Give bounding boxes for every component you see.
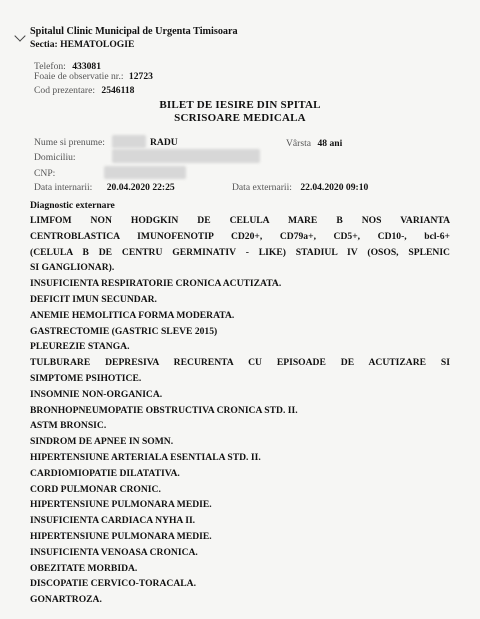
diagnosis-line: CORD PULMONAR CRONIC. [30,483,161,495]
observation-label: Foaie de observatie nr.: [34,71,124,82]
document-title: BILET DE IESIRE DIN SPITAL [159,99,321,111]
diagnosis-line: SI GANGLIONAR). [30,262,115,274]
diagnosis-line: PLEUREZIE STANGA. [30,341,130,353]
diagnosis-line: LIMFOM NON HODGKIN DE CELULA MARE B NOS VARIANTA [30,215,450,226]
address-label: Domiciliu: [34,152,76,163]
diagnosis-line: HIPERTENSIUNE PULMONARA MEDIE. [30,499,212,511]
phone-value: 433081 [72,61,102,72]
cnp-row [34,168,55,179]
admission-label: Data internarii: [34,182,93,193]
observation-row [34,71,153,82]
diagnosis-line: INSOMNIE NON-ORGANICA. [30,388,163,400]
age-label: Vârsta [286,138,312,149]
age-value: 48 ani [317,138,343,149]
diagnosis-line: INSUFICIENTA CARDIACA NYHA II. [30,515,196,527]
code-label: Cod prezentare: [34,85,95,96]
admission-value: 20.04.2020 22:25 [106,182,175,193]
diagnosis-line: DISCOPATIE CERVICO-TORACALA. [30,578,196,590]
document-subtitle: SCRISOARE MEDICALA [174,112,306,124]
diagnosis-line: HIPERTENSIUNE ARTERIALA ESENTIALA STD. II. [30,451,261,463]
section-name: Sectia: HEMATOLOGIE [30,39,135,50]
redacted-first-name [112,135,146,148]
age-row [286,138,342,149]
diagnosis-line: OBEZITATE MORBIDA. [30,562,138,574]
discharge-row [232,182,368,193]
diagnosis-line: ASTM BRONSIC. [30,420,107,432]
diagnosis-line: (CELULA B DE CENTRU GERMINATIV - LIKE) STADIUL IV (OSOS, SPLENIC [30,246,450,258]
code-value: 2546118 [101,85,135,96]
diagnosis-line: BRONHOPNEUMOPATIE OBSTRUCTIVA CRONICA STD. II. [30,404,298,416]
address-row [34,152,76,163]
checkmark-icon [14,30,25,41]
diagnosis-line: INSUFICIENTA RESPIRATORIE CRONICA ACUTIZATA. [30,278,282,290]
admission-row [34,182,175,193]
diagnosis-line: GONARTROZA. [30,594,102,606]
patient-surname: RADU [150,137,178,148]
phone-label: Telefon: [34,61,66,72]
diagnosis-line: GASTRECTOMIE (GASTRIC SLEVE 2015) [30,325,218,337]
diagnosis-line: ANEMIE HEMOLITICA FORMA MODERATA. [30,309,235,321]
diagnosis-line: DEFICIT IMUN SECUNDAR. [30,293,157,305]
discharge-label: Data externarii: [232,182,292,193]
discharge-value: 22.04.2020 09:10 [300,182,369,193]
code-row [34,85,134,96]
name-label: Nume si prenume: [34,137,105,148]
cnp-label: CNP: [34,168,56,179]
redacted-address [112,149,260,163]
diagnosis-line: INSUFICIENTA VENOASA CRONICA. [30,546,198,558]
diagnostics-list [30,213,450,608]
diagnosis-line: CARDIOMIOPATIE DILATATIVA. [30,467,180,479]
diagnostics-heading: Diagnostic externare [30,200,115,211]
redacted-cnp [104,166,186,179]
diagnosis-line: CENTROBLASTICA IMUNOFENOTIP CD20+, CD79a+, CD5+, CD10-, bcl-6+ [30,230,450,242]
diagnosis-line: TULBURARE DEPRESIVA RECURENTA CU EPISOADE DE ACUTIZARE SI [30,357,450,369]
diagnosis-line: SIMPTOME PSIHOTICE. [30,372,142,384]
observation-value: 12723 [128,71,153,82]
diagnosis-line: SINDROM DE APNEE IN SOMN. [30,436,174,448]
diagnosis-line: HIPERTENSIUNE PULMONARA MEDIE. [30,530,212,542]
hospital-name: Spitalul Clinic Municipal de Urgenta Timisoara [30,26,238,37]
patient-name-row [34,137,105,148]
